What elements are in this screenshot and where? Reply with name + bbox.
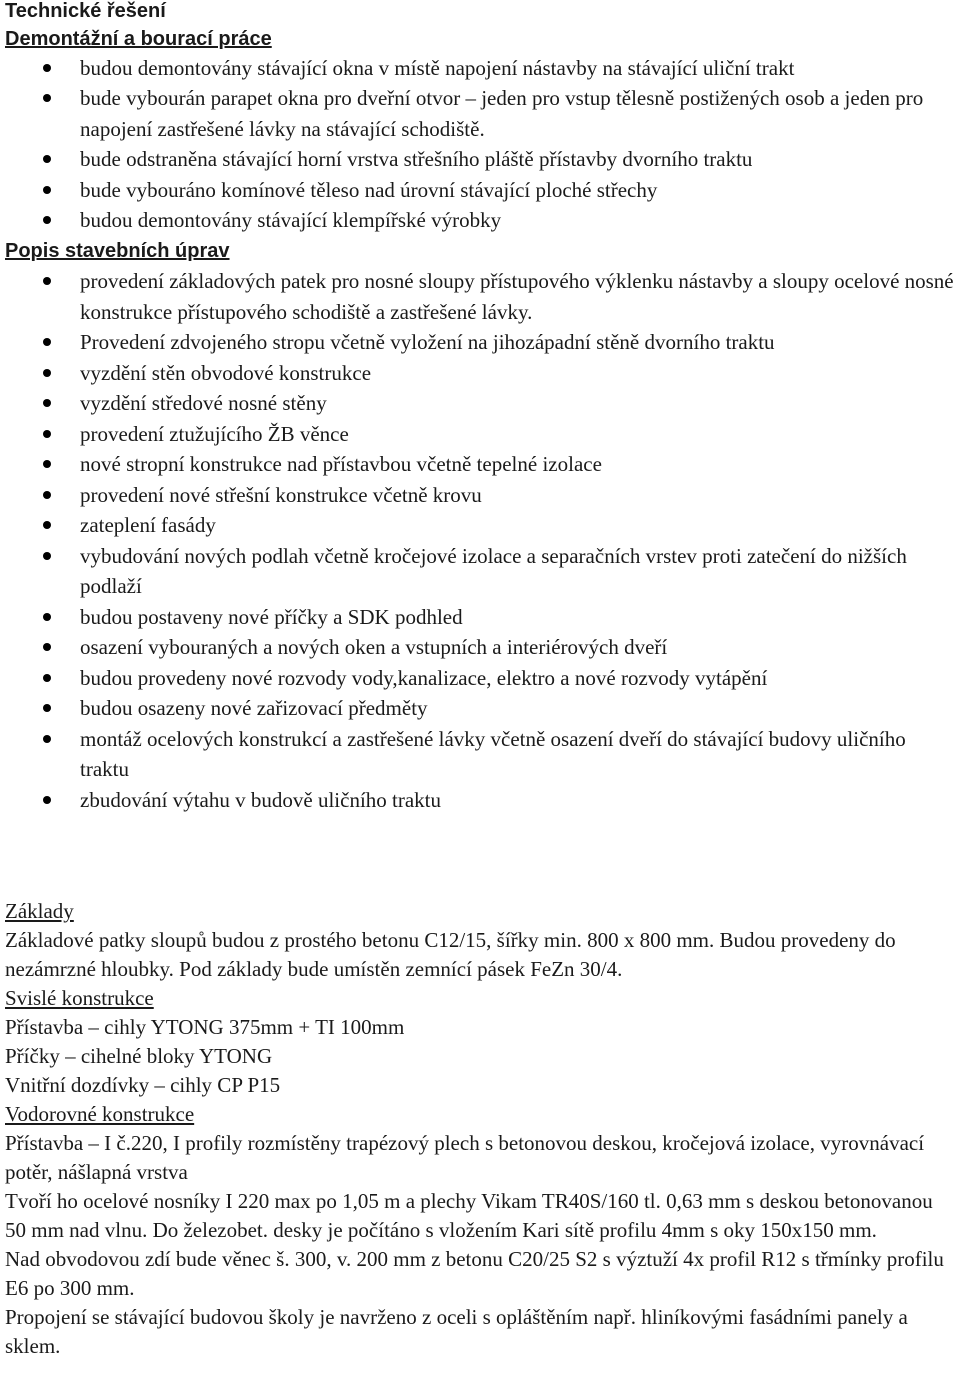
bullet-icon: [43, 643, 51, 651]
construction-list: [5, 266, 955, 815]
bullet-icon: [43, 430, 51, 438]
bullet-icon: [43, 735, 51, 743]
bullet-icon: [43, 704, 51, 712]
subheading-vertical-structures: Svislé konstrukce: [5, 986, 154, 1011]
list-item: budou demontovány stávající okna v místě napojení nástavby na stávající uliční trakt: [5, 53, 955, 83]
list-item: budou provedeny nové rozvody vody,kanalizace, elektro a nové rozvody vytápění: [5, 663, 955, 694]
foundations-text: Základové patky sloupů budou z prostého betonu C12/15, šířky min. 800 x 800 mm. Budou provedeny do nezámrzné hloubky. Pod základy bude umístěn zemnící pásek FeZn 30/4.: [5, 928, 896, 982]
bullet-icon: [43, 155, 51, 163]
bullet-icon: [43, 674, 51, 682]
list-item: zbudování výtahu v budově uličního traktu: [5, 785, 955, 816]
list-item: bude vybouráno komínové těleso nad úrovní stávající ploché střechy: [5, 175, 955, 205]
list-item: provedení základových patek pro nosné sloupy přístupového výklenku nástavby a sloupy ocelové nosné konstrukce přístupového schodiště a zastřešené lávky.: [5, 266, 955, 327]
bullet-icon: [43, 796, 51, 804]
horizontal-structure-paragraph: Propojení se stávající budovou školy je navrženo z oceli s opláštěním např. hliníkovými fasádními panely a sklem.: [5, 1305, 908, 1359]
list-item: vyzdění stěn obvodové konstrukce: [5, 358, 955, 389]
subheading-foundations: Základy: [5, 899, 74, 924]
bullet-icon: [43, 369, 51, 377]
bullet-icon: [43, 399, 51, 407]
list-item: provedení nové střešní konstrukce včetně krovu: [5, 480, 955, 511]
bullet-icon: [43, 491, 51, 499]
list-item: budou osazeny nové zařizovací předměty: [5, 693, 955, 724]
list-item: zateplení fasády: [5, 510, 955, 541]
bullet-icon: [43, 521, 51, 529]
section-heading-construction: Popis stavebních úprav: [5, 240, 230, 263]
list-item: provedení ztužujícího ŽB věnce: [5, 419, 955, 450]
spacer: [5, 815, 955, 897]
list-item: budou postaveny nové příčky a SDK podhled: [5, 602, 955, 633]
bullet-icon: [43, 460, 51, 468]
document-title: Technické řešení: [5, 0, 166, 22]
bullet-icon: [43, 552, 51, 560]
horizontal-structure-paragraph: Přístavba – I č.220, I profily rozmístěny trapézový plech s betonovou deskou, kročejová izolace, vyrovnávací potěr, nášlapná vrstva: [5, 1131, 925, 1185]
subheading-horizontal-structures: Vodorovné konstrukce: [5, 1102, 195, 1127]
list-item: bude odstraněna stávající horní vrstva střešního pláště přístavby dvorního traktu: [5, 144, 955, 174]
list-item: vyzdění středové nosné stěny: [5, 388, 955, 419]
horizontal-structure-paragraph: Tvoří ho ocelové nosníky I 220 max po 1,05 m a plechy Vikam TR40S/160 tl. 0,63 mm s deskou betonovanou 50 mm nad vlnu. Do železobet. desky je počítáno s vložením Kari sítě profilu 4mm s oky 150x150 mm.: [5, 1189, 933, 1243]
list-item: nové stropní konstrukce nad přístavbou včetně tepelné izolace: [5, 449, 955, 480]
list-item: bude vybourán parapet okna pro dveřní otvor – jeden pro vstup tělesně postižených osob a jeden pro napojení zastřešené lávky na stávající schodiště.: [5, 83, 955, 144]
bullet-icon: [43, 186, 51, 194]
list-item: budou demontovány stávající klempířské výrobky: [5, 205, 955, 235]
section-heading-demolition: Demontážní a bourací práce: [5, 28, 272, 50]
document-page: [5, 0, 955, 1361]
demolition-list: [5, 53, 955, 235]
list-item: montáž ocelových konstrukcí a zastřešené lávky včetně osazení dveří do stávající budovy uličního traktu: [5, 724, 955, 785]
bullet-icon: [43, 64, 51, 72]
list-item: Provedení zdvojeného stropu včetně vyložení na jihozápadní stěně dvorního traktu: [5, 327, 955, 358]
bullet-icon: [43, 94, 51, 102]
vertical-structure-line: Přístavba – cihly YTONG 375mm + TI 100mm: [5, 1015, 405, 1040]
list-item: vybudování nových podlah včetně kročejové izolace a separačních vrstev proti zatečení do nižších podlaží: [5, 541, 955, 602]
bullet-icon: [43, 277, 51, 285]
horizontal-structure-paragraph: Nad obvodovou zdí bude věnec š. 300, v. 200 mm z betonu C20/25 S2 s výztuží 4x profil R12 s třmínky profilu E6 po 300 mm.: [5, 1247, 944, 1301]
bullet-icon: [43, 613, 51, 621]
bullet-icon: [43, 216, 51, 224]
bullet-icon: [43, 338, 51, 346]
list-item: osazení vybouraných a nových oken a vstupních a interiérových dveří: [5, 632, 955, 663]
vertical-structure-line: Příčky – cihelné bloky YTONG: [5, 1044, 273, 1069]
vertical-structure-line: Vnitřní dozdívky – cihly CP P15: [5, 1073, 281, 1098]
